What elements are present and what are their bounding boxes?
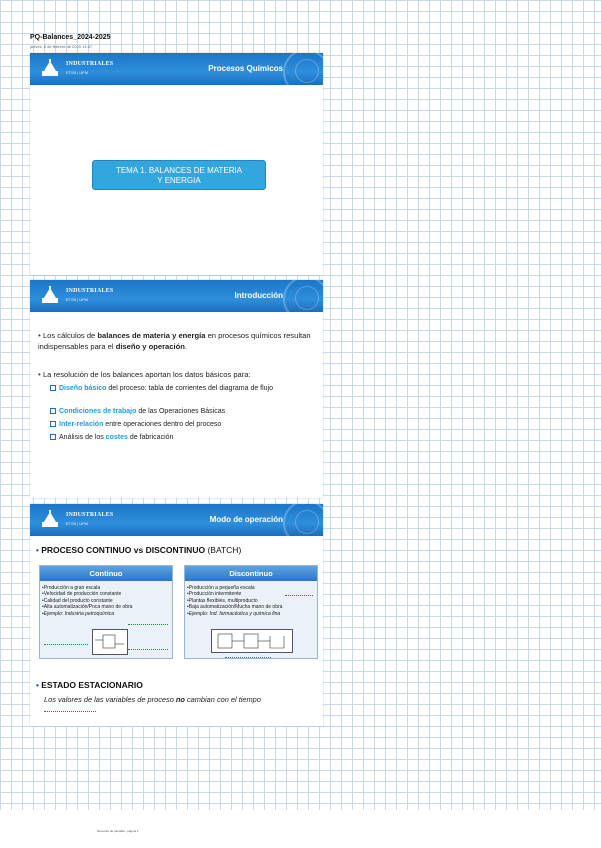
bullet-2-text: La resolución de los balances aportan los datos básicos para: (42, 370, 251, 379)
reactor-sketch-icon (93, 630, 127, 654)
bullet-1-end: . (184, 342, 188, 351)
panel-line: •Plantas flexibles, multiproducto (187, 597, 258, 604)
batch-process-sketch (211, 629, 293, 653)
school-logo-icon (40, 58, 60, 78)
estacionario-pre: Los valores de las variables de proceso (44, 695, 176, 704)
handwritten-note-icon (44, 708, 96, 712)
panel-line: •Ejemplo: Ind. farmacéutica y química fina (187, 610, 281, 617)
sub-item-highlight: Inter-relación (59, 421, 104, 428)
heading-estado-estacionario (36, 680, 143, 690)
sub-item-highlight: Diseño básico (59, 385, 107, 392)
heading-continuo-vs-discontinuo (36, 545, 241, 555)
school-logo-icon (40, 285, 60, 305)
seal-inner-icon (295, 59, 319, 83)
brand-name: INDUSTRIALES (66, 512, 114, 518)
checkbox-bullet-icon (50, 408, 56, 414)
handwritten-note-icon (44, 630, 88, 645)
panel-line: •Producción intermitente (187, 591, 242, 598)
panel-line: •Velocidad de producción constante (42, 591, 122, 598)
page-footer: Recortes de pantalla - página 1 (97, 829, 139, 833)
slide-banner (30, 280, 323, 312)
panel-line: •Alta automatización/Poca mano de obra (42, 604, 133, 611)
bullet-dot: • (38, 370, 41, 379)
panel-line: •Baja automatización/Mucha mano de obra (187, 604, 283, 611)
handwritten-note-icon (128, 624, 168, 650)
document-timestamp: jueves, 6 de febrero de 2025 14:57 (30, 44, 93, 49)
heading-bold: PROCESO CONTINUO vs DISCONTINUO (41, 545, 206, 555)
continuous-process-sketch (92, 629, 128, 655)
bullet-dot: • (38, 331, 41, 340)
brand-name: INDUSTRIALES (66, 288, 114, 294)
panel-line: •Ejemplo: Industria petroquímica (42, 610, 115, 617)
panel-title: Discontinuo (185, 566, 317, 581)
panel-discontinuo (184, 565, 318, 659)
sub-item-text: de fabricación (127, 434, 174, 441)
sub-item-4 (50, 433, 315, 443)
section-title: Introducción (234, 291, 283, 300)
brand-sub: ETSII | UPM (66, 70, 89, 75)
sub-item-pre: Análisis de los (59, 434, 106, 441)
bullet-1-pre: Los cálculos de (42, 331, 98, 340)
panel-line: •Producción a gran escala (42, 585, 101, 591)
heading-text: ESTADO ESTACIONARIO (41, 680, 143, 690)
bullet-1 (38, 330, 318, 352)
slide-title-box (92, 160, 266, 190)
sub-item-3 (50, 420, 315, 430)
estacionario-post: cambian con el tiempo (184, 695, 261, 704)
panel-title: Continuo (40, 566, 172, 581)
estacionario-bold: no (175, 695, 185, 704)
slide-1 (30, 53, 323, 275)
slide-title-line-1: TEMA 1. BALANCES DE MATERIA (115, 166, 243, 175)
brand-name: INDUSTRIALES (66, 61, 114, 67)
seal-inner-icon (295, 510, 319, 534)
slide-3 (30, 504, 323, 726)
brand-sub: ETSII | UPM (66, 521, 89, 526)
sub-item-1 (50, 384, 315, 394)
sub-item-highlight: costes (105, 434, 128, 441)
handwritten-note-icon (225, 652, 271, 658)
panel-lines (42, 585, 132, 617)
section-title: Procesos Químicos (208, 64, 283, 73)
sub-item-text: del proceso: tabla de corrientes del diagrama de flujo (106, 385, 274, 392)
batch-tanks-sketch-icon (212, 630, 292, 652)
slide-banner (30, 504, 323, 536)
bullet-1-mid: en procesos químicos resultan indispensables para el (38, 331, 311, 351)
bullet-2 (38, 370, 318, 380)
section-title: Modo de operación (209, 515, 283, 524)
handwritten-note-icon (285, 590, 313, 596)
heading-rest: (BATCH) (205, 545, 242, 555)
document-title: PQ-Balances_2024-2025 (30, 34, 111, 41)
bullet-1-bold-2: diseño y operación (115, 342, 185, 351)
sub-item-text: entre operaciones dentro del proceso (103, 421, 222, 428)
panel-lines (187, 585, 282, 617)
sub-item-2 (50, 407, 315, 417)
bullet-dot: • (36, 546, 39, 555)
checkbox-bullet-icon (50, 421, 56, 427)
estacionario-text (44, 695, 320, 705)
slide-title-line-2: Y ENERGIA (157, 176, 201, 185)
checkbox-bullet-icon (50, 434, 56, 440)
sub-item-text: de las Operaciones Básicas (136, 408, 226, 415)
checkbox-bullet-icon (50, 385, 56, 391)
slide-2 (30, 280, 323, 498)
seal-inner-icon (295, 286, 319, 310)
school-logo-icon (40, 509, 60, 529)
bullet-dot: • (36, 681, 39, 690)
sub-item-highlight: Condiciones de trabajo (59, 408, 137, 415)
slide-banner (30, 53, 323, 85)
bullet-1-bold-1: balances de materia y energía (97, 331, 206, 340)
panel-continuo (39, 565, 173, 659)
brand-sub: ETSII | UPM (66, 297, 89, 302)
panel-line: •Calidad del producto constante (42, 597, 113, 604)
panel-line: •Producción a pequeña escala (187, 585, 255, 591)
